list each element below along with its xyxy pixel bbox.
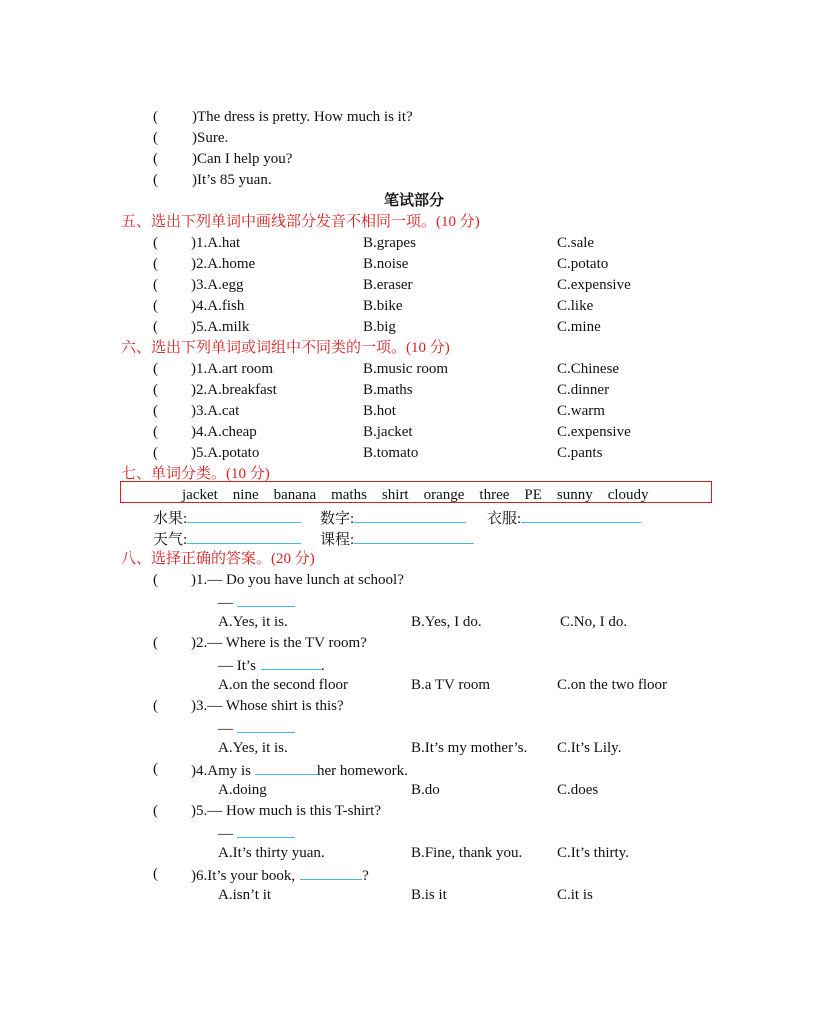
paren[interactable]: (	[153, 445, 158, 461]
option-a: A.Yes, it is.	[218, 614, 288, 630]
answer-paren[interactable]: (	[153, 151, 158, 167]
dialogue-item	[153, 108, 413, 126]
paren[interactable]: (	[153, 256, 158, 272]
option-b: B.hot	[363, 403, 396, 419]
category-clothes: 衣服:	[487, 508, 641, 528]
paren[interactable]: (	[153, 277, 158, 293]
paren[interactable]: (	[153, 803, 158, 819]
option-c: C.on the two floor	[557, 677, 667, 693]
question-num-option-a: )1.A.hat	[191, 235, 241, 251]
question-num-option-a: )3.A.cat	[191, 403, 240, 419]
option-b: B.It’s my mother’s.	[411, 740, 528, 756]
option-b: B.Fine, thank you.	[411, 845, 523, 861]
question-num-option-a: )3.A.egg	[191, 277, 244, 293]
answer-paren-close: )	[192, 172, 197, 188]
option-a: A.Yes, it is.	[218, 740, 288, 756]
answer-paren[interactable]: (	[153, 109, 158, 125]
category-number: 数字:	[320, 508, 466, 528]
section-title: 笔试部分	[384, 193, 445, 209]
paren[interactable]: (	[153, 424, 158, 440]
section-7-heading: 七、单词分类。(10 分)	[121, 466, 270, 482]
answer-blank[interactable]	[354, 529, 474, 544]
question-num-option-a: )2.A.breakfast	[191, 382, 277, 398]
question-num-option-a: )1.A.art room	[191, 361, 274, 377]
paren[interactable]: (	[153, 866, 158, 882]
option-b: B.jacket	[363, 424, 413, 440]
option-b: B.grapes	[363, 235, 416, 251]
option-b: B.bike	[363, 298, 403, 314]
option-b: B.big	[363, 319, 396, 335]
answer-paren-close: )	[192, 130, 197, 146]
answer-blank[interactable]	[521, 508, 641, 523]
answer-line: —	[218, 718, 295, 738]
question-2: )2.— Where is the TV room?	[191, 635, 367, 651]
question-num-option-a: )5.A.milk	[191, 319, 250, 335]
dialogue-text: The dress is pretty. How much is it?	[197, 109, 413, 125]
dialogue-text: It’s 85 yuan.	[197, 172, 272, 188]
question-num-option-a: )5.A.potato	[191, 445, 260, 461]
option-a: A.on the second floor	[218, 677, 348, 693]
option-c: C.like	[557, 298, 594, 314]
question-6: )6.It’s your book, ?	[191, 865, 369, 885]
option-c: C.potato	[557, 256, 609, 272]
paren[interactable]: (	[153, 698, 158, 714]
answer-blank[interactable]	[261, 655, 321, 670]
answer-blank[interactable]	[237, 592, 295, 607]
answer-blank[interactable]	[300, 865, 362, 880]
category-fruit: 水果:	[153, 508, 301, 528]
dialogue-item	[153, 150, 292, 168]
option-c: C.pants	[557, 445, 603, 461]
answer-paren[interactable]: (	[153, 172, 158, 188]
option-b: B.maths	[363, 382, 413, 398]
paren[interactable]: (	[153, 382, 158, 398]
answer-line: —	[218, 823, 295, 843]
answer-blank[interactable]	[187, 529, 301, 544]
option-c: C.No, I do.	[560, 614, 628, 630]
question-5: )5.— How much is this T-shirt?	[191, 803, 382, 819]
paren[interactable]: (	[153, 298, 158, 314]
option-b: B.tomato	[363, 445, 419, 461]
question-3: )3.— Whose shirt is this?	[191, 698, 344, 714]
option-b: B.noise	[363, 256, 409, 272]
option-b: B.eraser	[363, 277, 413, 293]
answer-blank[interactable]	[237, 823, 295, 838]
question-num-option-a: )4.A.cheap	[191, 424, 257, 440]
section-8-heading: 八、选择正确的答案。(20 分)	[121, 551, 315, 567]
dialogue-text: Can I help you?	[197, 151, 293, 167]
option-c: C.it is	[557, 887, 593, 903]
option-a: A.It’s thirty yuan.	[218, 845, 325, 861]
category-subject: 课程:	[320, 529, 474, 549]
option-b: B.Yes, I do.	[411, 614, 482, 630]
option-c: C.expensive	[557, 424, 631, 440]
option-b: B.do	[411, 782, 440, 798]
answer-blank[interactable]	[237, 718, 295, 733]
question-num-option-a: )4.A.fish	[191, 298, 245, 314]
word-bank: jacket nine banana maths shirt orange three PE sunny cloudy	[182, 487, 649, 503]
option-c: C.does	[557, 782, 599, 798]
dialogue-text: Sure.	[197, 130, 229, 146]
paren[interactable]: (	[153, 572, 158, 588]
paren[interactable]: (	[153, 403, 158, 419]
option-b: B.is it	[411, 887, 447, 903]
option-c: C.sale	[557, 235, 595, 251]
option-c: C.It’s Lily.	[557, 740, 622, 756]
answer-blank[interactable]	[354, 508, 466, 523]
dialogue-item	[153, 129, 228, 147]
option-a: A.isn’t it	[218, 887, 272, 903]
answer-line: —	[218, 592, 295, 612]
option-c: C.expensive	[557, 277, 631, 293]
answer-blank[interactable]	[255, 760, 317, 775]
option-b: B.a TV room	[411, 677, 491, 693]
answer-paren-close: )	[192, 109, 197, 125]
answer-line: — It’s .	[218, 655, 325, 675]
option-c: C.It’s thirty.	[557, 845, 629, 861]
dialogue-item	[153, 171, 272, 189]
answer-blank[interactable]	[187, 508, 301, 523]
paren[interactable]: (	[153, 635, 158, 651]
option-a: A.doing	[218, 782, 267, 798]
option-b: B.music room	[363, 361, 448, 377]
paren[interactable]: (	[153, 235, 158, 251]
option-c: C.dinner	[557, 382, 610, 398]
option-c: C.Chinese	[557, 361, 620, 377]
question-num-option-a: )2.A.home	[191, 256, 256, 272]
paren[interactable]: (	[153, 761, 158, 777]
section-6-heading: 六、选出下列单词或词组中不同类的一项。(10 分)	[121, 340, 450, 356]
answer-paren-close: )	[192, 151, 197, 167]
answer-paren[interactable]: (	[153, 130, 158, 146]
option-c: C.warm	[557, 403, 605, 419]
paren[interactable]: (	[153, 319, 158, 335]
question-4: )4.Amy is her homework.	[191, 760, 408, 780]
question-1: )1.— Do you have lunch at school?	[191, 572, 404, 588]
section-5-heading: 五、选出下列单词中画线部分发音不相同一项。(10 分)	[121, 214, 480, 230]
paren[interactable]: (	[153, 361, 158, 377]
category-weather: 天气:	[153, 529, 301, 549]
option-c: C.mine	[557, 319, 601, 335]
